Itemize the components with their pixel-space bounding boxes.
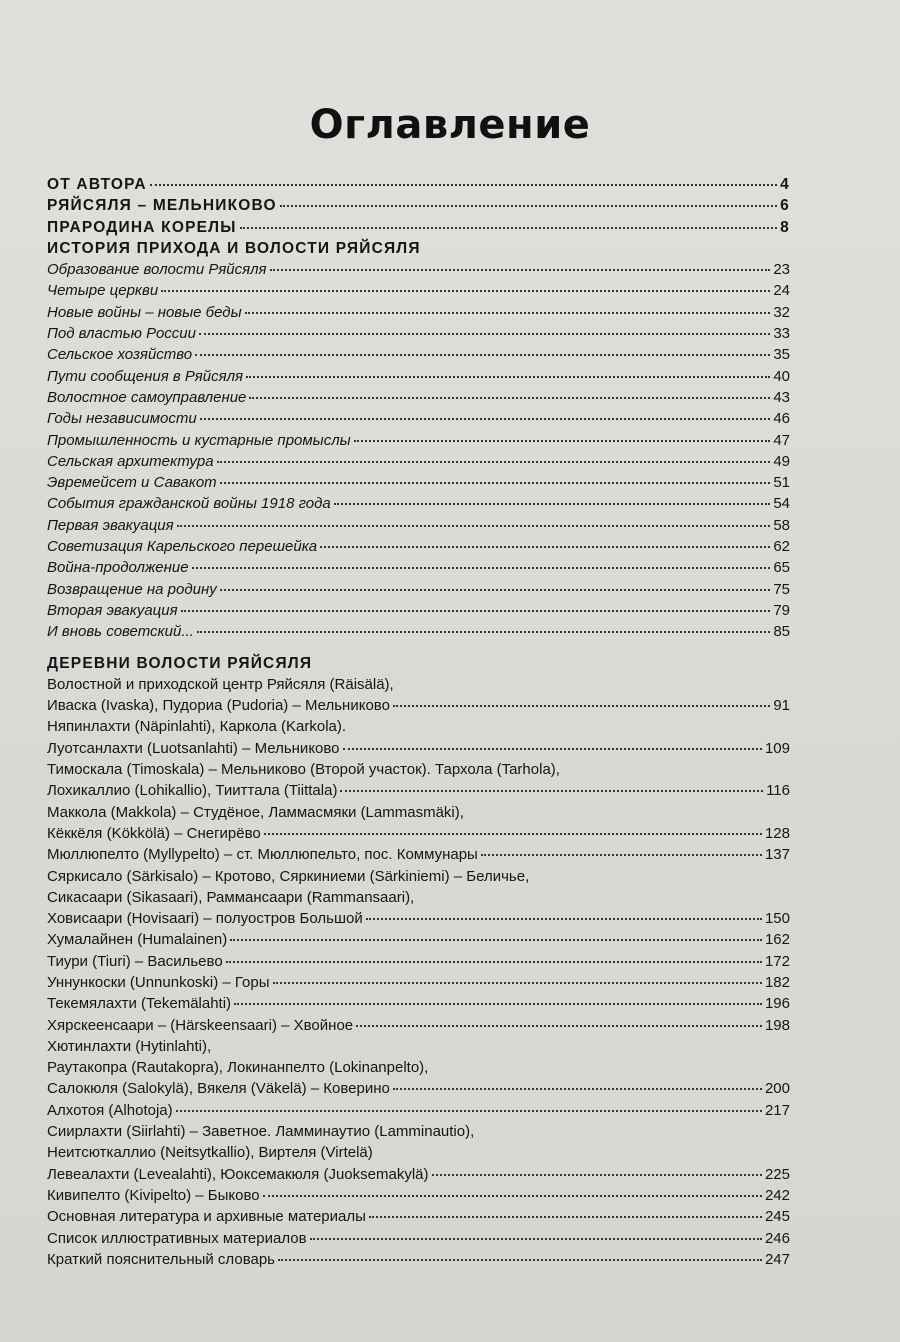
toc-entry [47, 1249, 790, 1270]
toc-entry-title: Советизация Карельского перешейка [47, 538, 318, 556]
toc-entry-page-number: 62 [773, 538, 790, 556]
toc-entry-page-number: 245 [764, 1208, 790, 1226]
toc-entry [47, 408, 790, 429]
dot-leader [230, 939, 762, 941]
toc-entry-title: ДЕРЕВНИ ВОЛОСТИ РЯЙСЯЛЯ [47, 654, 313, 672]
toc-entry-title: И вновь советский... [47, 623, 194, 641]
toc-entry-title: Луотсанлахти (Luotsanlahti) – Мельниково [47, 739, 340, 757]
toc-entry-title: Тиури (Tiuri) – Васильево [47, 952, 223, 970]
dot-leader [234, 1003, 762, 1005]
toc-entry-title: Раутакопра (Rautakopra), Локинанпелто (Lokinanpelto), [47, 1059, 429, 1077]
toc-entry [47, 302, 790, 323]
toc-entry-title: Хумалайнен (Humalainen) [47, 931, 228, 949]
toc-entry [47, 195, 790, 216]
dot-leader [197, 631, 770, 633]
dot-leader [432, 1174, 762, 1176]
toc-entry [47, 387, 790, 408]
toc-entry-page-number: 225 [764, 1165, 790, 1183]
toc-entry [47, 951, 790, 972]
toc-entry-title: Сельское хозяйство [47, 346, 193, 364]
dot-leader [343, 748, 762, 750]
toc-entry-title: Война-продолжение [47, 559, 189, 577]
toc-entry-page-number: 150 [764, 910, 790, 928]
dot-leader [393, 705, 770, 707]
toc-entry [47, 323, 790, 344]
dot-leader [270, 269, 771, 271]
toc-entry-title: Сикасаари (Sikasaari), Раммансаари (Rammansaari), [47, 888, 415, 906]
toc-entry-page-number: 51 [773, 474, 790, 492]
toc-entry-title: Няпинлахти (Näpinlahti), Каркола (Karkola). [47, 718, 347, 736]
toc-entry [47, 217, 790, 238]
toc-entry [47, 1228, 790, 1249]
toc-entry-title: Четыре церкви [47, 282, 159, 300]
toc-entry-page-number: 4 [780, 176, 790, 193]
toc-entry [47, 887, 790, 908]
toc-entry [47, 972, 790, 993]
dot-leader [280, 205, 777, 207]
toc-entry-page-number: 196 [764, 995, 790, 1013]
dot-leader [195, 354, 770, 356]
toc-entry [47, 653, 790, 674]
toc-entry [47, 536, 790, 557]
dot-leader [273, 982, 762, 984]
toc-entry [47, 908, 790, 929]
toc-entry [47, 844, 790, 865]
toc-entry-title: Сельская архитектура [47, 452, 214, 470]
toc-entry [47, 780, 790, 801]
toc-entry-title: Иваска (Ivaska), Пудориа (Pudoria) – Мельниково [47, 697, 390, 715]
table-of-contents [47, 174, 790, 1270]
toc-entry-page-number: 162 [764, 931, 790, 949]
toc-entry-title: Пути сообщения в Ряйсяля [47, 367, 244, 385]
dot-leader [220, 482, 771, 484]
toc-entry-page-number: 8 [780, 218, 790, 236]
toc-entry-page-number: 54 [773, 495, 790, 513]
dot-leader [310, 1238, 762, 1240]
toc-entry-title: Сиирлахти (Siirlahti) – Заветное. Ламминаутио (Lamminautio), [47, 1123, 475, 1141]
toc-entry-page-number: 247 [764, 1250, 790, 1268]
toc-entry-page-number: 91 [773, 697, 790, 715]
dot-leader [200, 418, 771, 420]
toc-entry-title: Уннункоски (Unnunkoski) – Горы [47, 973, 270, 991]
toc-entry-page-number: 128 [764, 824, 790, 842]
dot-leader [340, 790, 763, 792]
toc-entry-title: Сяркисало (Särkisalo) – Кротово, Сяркиниеми (Särkiniemi) – Беличье, [47, 867, 530, 885]
toc-entry [47, 493, 790, 514]
toc-entry-page-number: 6 [780, 197, 790, 215]
toc-entry-title: Эвремейсет и Савакот [47, 474, 217, 492]
toc-entry-title: Текемялахти (Tekemälahti) [47, 995, 232, 1013]
dot-leader [249, 397, 770, 399]
dot-leader [240, 227, 778, 229]
toc-entry [47, 1078, 790, 1099]
toc-entry [47, 1185, 790, 1206]
toc-entry-page-number: 35 [773, 346, 790, 364]
toc-entry-title: Возвращение на родину [47, 580, 217, 598]
toc-entry [47, 1121, 790, 1142]
dot-leader [177, 525, 771, 527]
toc-entry-page-number: 109 [764, 739, 790, 757]
dot-leader [356, 1025, 762, 1027]
toc-entry [47, 716, 790, 737]
toc-entry [47, 1206, 790, 1227]
toc-entry [47, 1057, 790, 1078]
toc-entry-page-number: 24 [773, 282, 790, 300]
toc-entry-page-number: 32 [773, 303, 790, 321]
dot-leader [226, 961, 762, 963]
toc-entry-title: Вторая эвакуация [47, 601, 178, 619]
toc-entry-title: Образование волости Ряйсяля [47, 261, 267, 279]
toc-entry [47, 1164, 790, 1185]
toc-entry-page-number: 200 [764, 1080, 790, 1098]
toc-entry-page-number: 79 [773, 601, 790, 619]
toc-entry-title: Годы независимости [47, 410, 197, 428]
page-title: Оглавление [309, 102, 591, 148]
toc-entry [47, 451, 790, 472]
toc-entry [47, 674, 790, 695]
toc-entry-page-number: 116 [766, 782, 790, 800]
toc-entry [47, 557, 790, 578]
toc-entry [47, 174, 790, 195]
toc-entry-page-number: 43 [773, 388, 790, 406]
toc-entry [47, 993, 790, 1014]
toc-entry-page-number: 198 [764, 1016, 790, 1034]
dot-leader [176, 1110, 762, 1112]
toc-entry-page-number: 46 [773, 410, 790, 428]
toc-entry-title: Алхотоя (Alhotoja) [47, 1101, 173, 1119]
toc-entry [47, 600, 790, 621]
toc-entry-title: Салокюля (Salokylä), Вякеля (Väkelä) – Коверино [47, 1080, 390, 1098]
toc-entry-title: Кёккёля (Kökkölä) – Снегирёво [47, 824, 261, 842]
toc-entry-page-number: 47 [773, 431, 790, 449]
toc-entry [47, 238, 790, 259]
toc-entry-title: ИСТОРИЯ ПРИХОДА И ВОЛОСТИ РЯЙСЯЛЯ [47, 239, 421, 257]
toc-entry-page-number: 182 [764, 973, 790, 991]
toc-entry [47, 1036, 790, 1057]
toc-entry-page-number: 85 [773, 623, 790, 641]
toc-entry-title: ПРАРОДИНА КОРЕЛЫ [47, 218, 237, 236]
dot-leader [393, 1088, 762, 1090]
toc-entry-page-number: 65 [773, 559, 790, 577]
toc-entry-title: События гражданской войны 1918 года [47, 495, 331, 513]
toc-entry [47, 1100, 790, 1121]
dot-leader [181, 610, 771, 612]
dot-leader [369, 1216, 762, 1218]
toc-entry [47, 259, 790, 280]
toc-entry-page-number: 242 [764, 1186, 790, 1204]
toc-entry-page-number: 49 [773, 452, 790, 470]
toc-entry [47, 759, 790, 780]
dot-leader [246, 376, 770, 378]
toc-entry [47, 1142, 790, 1163]
dot-leader [320, 546, 770, 548]
toc-entry-page-number: 137 [764, 846, 790, 864]
toc-entry [47, 738, 790, 759]
toc-entry-title: Кивипелто (Kivipelto) – Быково [47, 1186, 260, 1204]
toc-entry-page-number: 217 [764, 1101, 790, 1119]
dot-leader [481, 854, 762, 856]
toc-entry-title: Хярскеенсаари – (Härskeensaari) – Хвойное [47, 1016, 354, 1034]
toc-entry [47, 1015, 790, 1036]
dot-leader [217, 461, 771, 463]
toc-entry-title: РЯЙСЯЛЯ – МЕЛЬНИКОВО [47, 197, 277, 215]
dot-leader [264, 833, 762, 835]
toc-entry [47, 280, 790, 301]
toc-entry-page-number: 75 [773, 580, 790, 598]
toc-entry-title: Новые войны – новые беды [47, 303, 242, 321]
toc-entry-title: Первая эвакуация [47, 516, 174, 534]
toc-entry [47, 366, 790, 387]
dot-leader [354, 440, 771, 442]
toc-entry-page-number: 246 [764, 1229, 790, 1247]
toc-entry-page-number: 23 [773, 261, 790, 279]
dot-leader [192, 567, 771, 569]
toc-entry-page-number: 33 [773, 325, 790, 343]
toc-entry-page-number: 172 [764, 952, 790, 970]
toc-entry-title: Промышленность и кустарные промыслы [47, 431, 351, 449]
toc-entry [47, 344, 790, 365]
toc-entry-title: Основная литература и архивные материалы [47, 1208, 366, 1226]
dot-leader [263, 1195, 762, 1197]
toc-entry [47, 621, 790, 642]
toc-entry [47, 823, 790, 844]
toc-entry-title: Маккола (Makkola) – Студёное, Ламмасмяки (Lammasmäki), [47, 803, 464, 821]
toc-entry [47, 695, 790, 716]
toc-entry [47, 472, 790, 493]
dot-leader [366, 918, 762, 920]
toc-entry-page-number: 58 [773, 516, 790, 534]
toc-entry-title: Список иллюстративных материалов [47, 1229, 307, 1247]
dot-leader [150, 184, 777, 186]
toc-entry-title: ОТ АВТОРА [47, 176, 147, 193]
toc-entry [47, 515, 790, 536]
toc-entry-title: Мюллюпелто (Myllypelto) – ст. Мюллюпельто, пос. Коммунары [47, 846, 478, 864]
toc-entry-title: Волостной и приходской центр Ряйсяля (Räisälä), [47, 675, 394, 693]
dot-leader [161, 290, 770, 292]
toc-entry-title: Краткий пояснительный словарь [47, 1250, 275, 1268]
toc-entry [47, 866, 790, 887]
dot-leader [220, 589, 771, 591]
dot-leader [278, 1259, 762, 1261]
dot-leader [199, 333, 770, 335]
toc-entry-title: Лохикаллио (Lohikallio), Тииттала (Tiittala) [47, 782, 338, 800]
toc-entry-title: Неитсюткаллио (Neitsytkallio), Виртеля (Virtelä) [47, 1144, 373, 1162]
toc-entry-title: Волостное самоуправление [47, 388, 247, 406]
toc-entry [47, 579, 790, 600]
toc-entry-title: Ховисаари (Hovisaari) – полуостров Большой [47, 910, 363, 928]
toc-entry [47, 802, 790, 823]
toc-entry [47, 430, 790, 451]
toc-entry-title: Под властью России [47, 325, 196, 343]
toc-entry-title: Левеалахти (Levealahti), Юоксемакюля (Juoksemakylä) [47, 1165, 429, 1183]
toc-entry-title: Хютинлахти (Hytinlahti), [47, 1037, 212, 1055]
dot-leader [334, 503, 771, 505]
dot-leader [245, 312, 771, 314]
toc-entry-page-number: 40 [773, 367, 790, 385]
section-gap [47, 643, 790, 653]
toc-entry [47, 929, 790, 950]
toc-entry-title: Тимоскала (Timoskala) – Мельниково (Второй участок). Тархола (Tarhola), [47, 761, 560, 779]
